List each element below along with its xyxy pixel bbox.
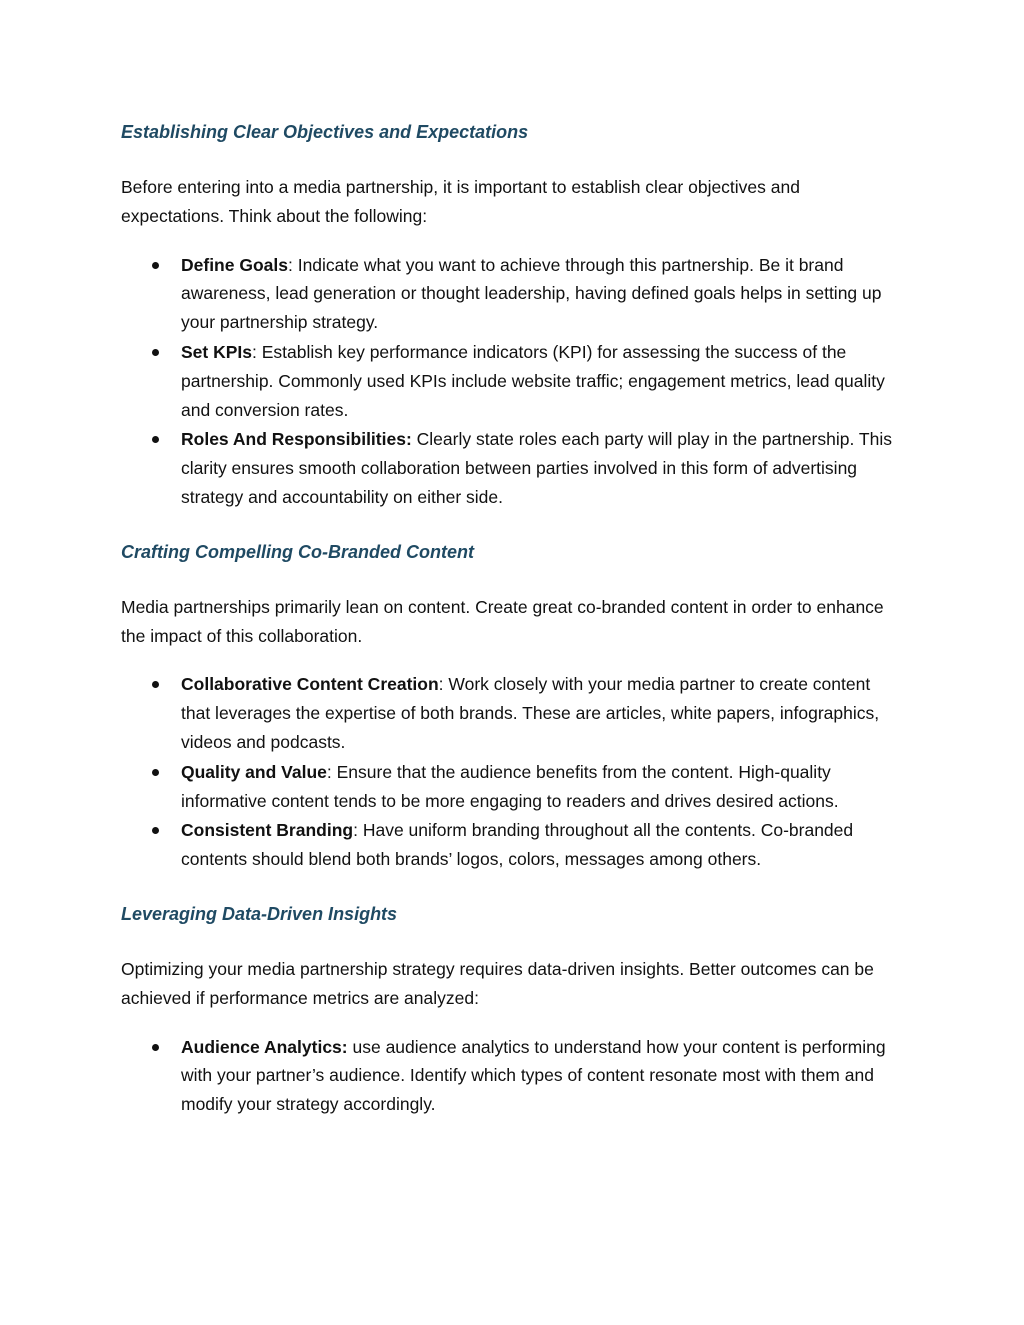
bullet-text: : Have uniform branding throughout all the contents. Co-branded contents should blend both brands’ logos, colors, messages among others.: [181, 820, 854, 870]
section-heading: Leveraging Data-Driven Insights: [121, 903, 398, 924]
bullet-text: : Work closely with your media partner to create content that leverages the expertise of both brands. These are articles, white papers, infographics, videos and podcasts.: [181, 674, 880, 752]
list-item: [181, 670, 904, 756]
bullet-icon: [152, 1044, 159, 1051]
list-item: [181, 758, 904, 816]
bullet-icon: [152, 769, 159, 776]
list-item: [181, 425, 904, 511]
bullet-term: Collaborative Content Creation: [181, 674, 439, 695]
section-intro: Optimizing your media partnership strategy requires data-driven insights. Better outcomes can be achieved if performance metrics are analyzed:: [121, 958, 874, 1008]
bullet-text: : Ensure that the audience benefits from the content. High-quality informative content tends to be more engaging to readers and drives desired actions.: [181, 761, 839, 811]
bullet-text: Clearly state roles each party will play in the partnership. This clarity ensures smooth collaboration between parties involved in this form of advertising strategy and accountability on either side.: [181, 429, 892, 507]
section-heading: Crafting Compelling Co-Branded Content: [121, 541, 474, 562]
bullet-text: use audience analytics to understand how your content is performing with your partner’s audience. Identify which types of content resonate most with them and modify your strategy accordingly.: [181, 1036, 886, 1115]
section-data-driven-insights: [121, 900, 904, 1119]
section-heading: Establishing Clear Objectives and Expectations: [121, 122, 529, 142]
bullet-list: [121, 1033, 904, 1119]
bullet-list: [121, 251, 904, 512]
list-item: [181, 816, 904, 874]
list-item: [181, 338, 904, 424]
bullet-text: : Establish key performance indicators (KPI) for assessing the success of the partnership. Commonly used KPIs include website traffic; engagement metrics, lead quality and conversion rates.: [181, 341, 885, 420]
bullet-text: : Indicate what you want to achieve through this partnership. Be it brand awareness, lead generation or thought leadership, having defined goals helps in setting up your partnership strategy.: [181, 254, 882, 333]
bullet-term: Quality and Value: [181, 761, 327, 782]
bullet-icon: [152, 827, 159, 834]
bullet-term: Consistent Branding: [181, 820, 354, 841]
section-co-branded-content: [121, 538, 904, 874]
bullet-term: Audience Analytics:: [181, 1036, 348, 1057]
bullet-term: Set KPIs: [181, 341, 252, 362]
bullet-icon: [152, 262, 159, 269]
bullet-icon: [152, 436, 159, 443]
bullet-icon: [152, 349, 159, 356]
bullet-term: Roles And Responsibilities:: [181, 429, 412, 450]
section-objectives: [121, 118, 904, 512]
list-item: [181, 251, 904, 337]
bullet-icon: [152, 681, 159, 688]
section-intro: Before entering into a media partnership, it is important to establish clear objectives and expectations. Think about the following:: [121, 177, 800, 226]
bullet-list: [121, 670, 904, 874]
bullet-term: Define Goals: [181, 254, 288, 275]
list-item: [181, 1033, 904, 1119]
section-intro: Media partnerships primarily lean on content. Create great co-branded content in order to enhance the impact of this collaboration.: [121, 596, 884, 646]
